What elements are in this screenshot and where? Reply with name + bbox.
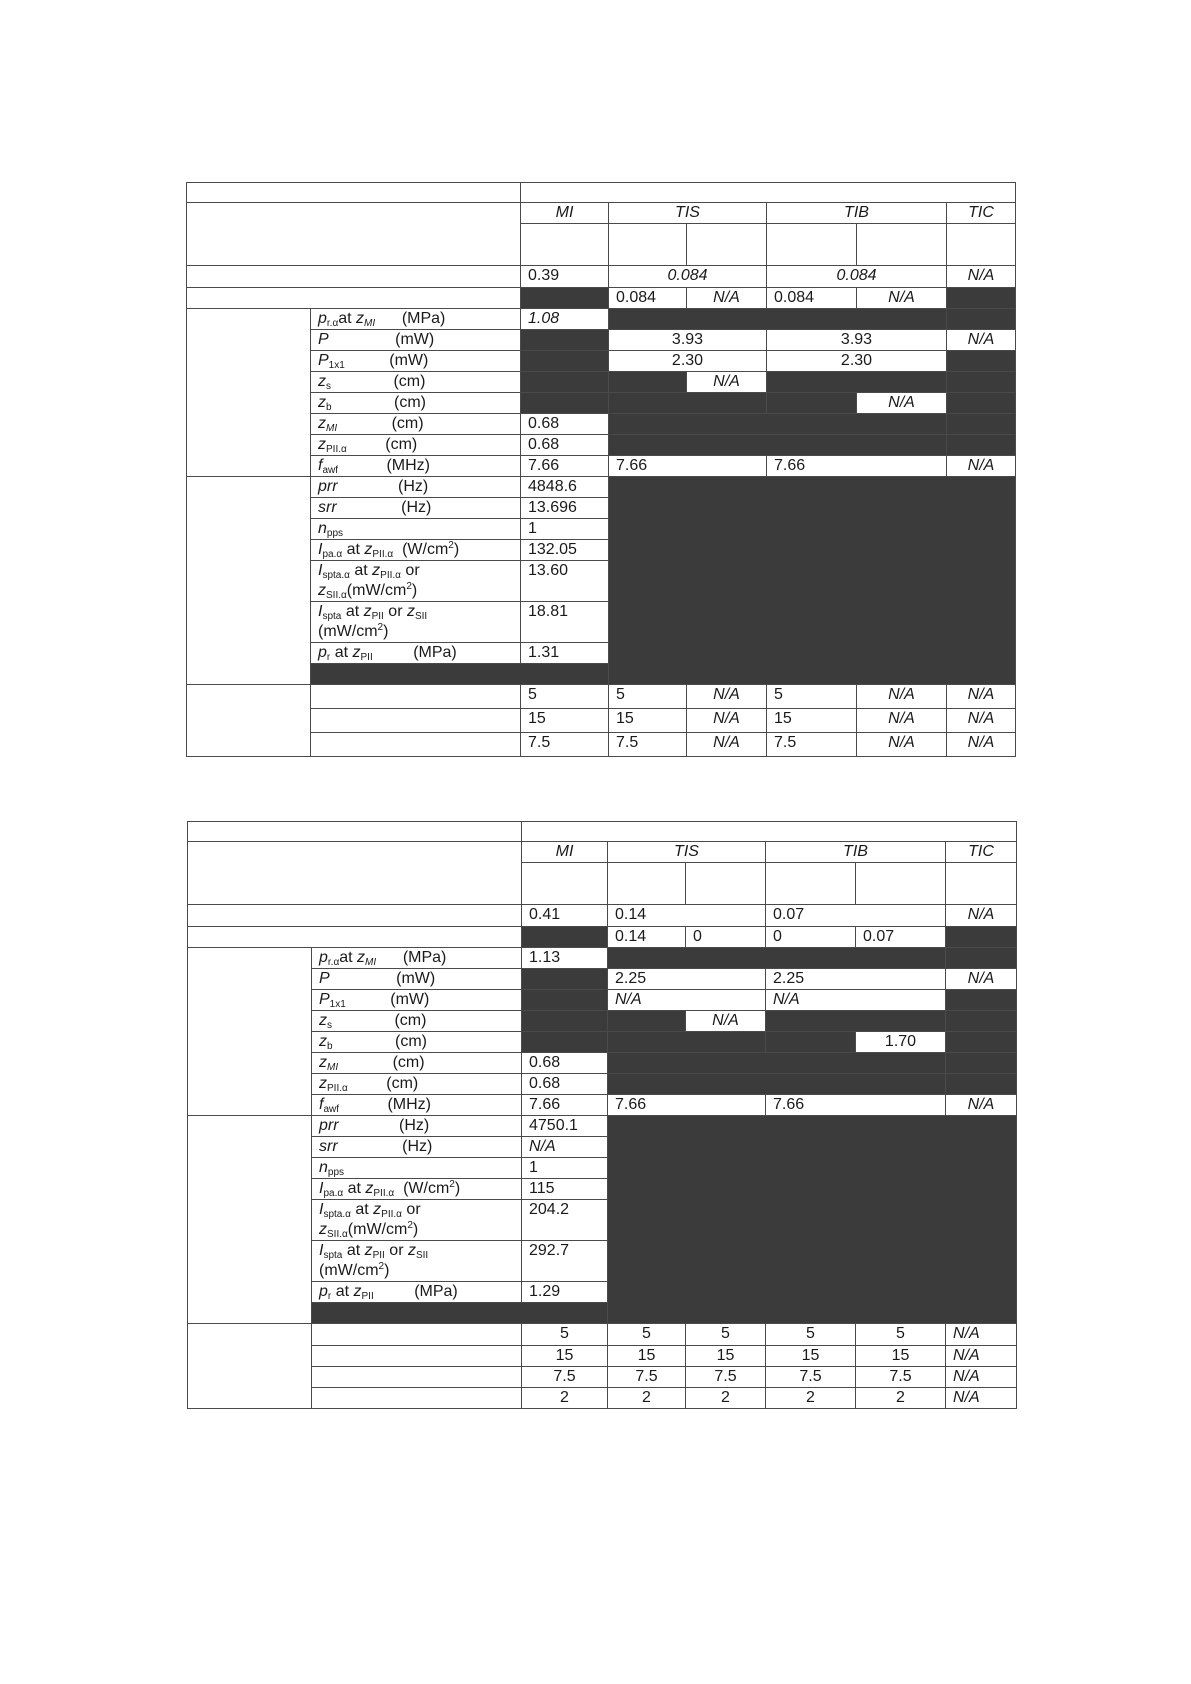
setting-cell: N/A [857,709,947,733]
npps-value: 1 [521,519,609,540]
setting-cell: N/A [946,1346,1017,1367]
header-tib: TIB [767,203,947,224]
prr-value: 4848.6 [521,477,609,498]
param-label: $n_{pps}$ [312,1158,522,1179]
setting-cell: 15 [856,1346,946,1367]
setting-cell: N/A [947,685,1016,709]
table-row [187,393,1016,414]
index-tis-a: 0.14 [608,927,686,948]
header-tic: TIC [946,842,1017,863]
power-tic: N/A [946,969,1017,990]
header-mi: MI [521,203,609,224]
ispta-a-value: 13.60 [521,561,609,602]
setting-cell: 5 [686,1324,766,1346]
param-label: $f_{awf}$ (MHz) [311,456,521,477]
param-label: $p_r$ at $z_{PII}$ (MPa) [312,1282,522,1303]
param-label: P (mW) [312,969,522,990]
param-label: $P_{1x1}$ (mW) [311,351,521,372]
table-row [188,1053,1017,1074]
setting-cell: 15 [521,709,609,733]
param-label: $p_{r.\alpha}at$ $z_{MI}$ (MPa) [311,309,521,330]
max-index-tic: N/A [946,905,1017,927]
table-row [188,1032,1017,1053]
table-row [188,1011,1017,1032]
setting-cell: 5 [767,685,857,709]
param-label: prr (Hz) [312,1116,522,1137]
max-index-tib: 0.084 [767,266,947,288]
header-row [187,203,1016,224]
max-index-tis: 0.084 [609,266,767,288]
prr-value: 4750.1 [522,1116,608,1137]
fawf-tib: 7.66 [767,456,947,477]
blank-cell [187,203,521,266]
param-label: $z_s$ (cm) [311,372,521,393]
settings-row [188,1388,1017,1409]
ispta-a-value: 204.2 [522,1200,608,1241]
srr-value: 13.696 [521,498,609,519]
table-row [188,822,1017,842]
table-row [188,1116,1017,1137]
table-row [188,1095,1017,1116]
header-tis: TIS [609,203,767,224]
index-tib-b: 0.07 [856,927,946,948]
p1x1-tib: 2.30 [767,351,947,372]
table-row [188,927,1017,948]
setting-cell: 2 [766,1388,856,1409]
setting-cell: N/A [947,709,1016,733]
param-label: $I_{spta.\alpha}$ at $z_{PII.\alpha}$ or $z_{SII.\alpha}(mW/cm^2)$ [311,561,521,602]
p1x1-tis: N/A [608,990,766,1011]
header-tic: TIC [947,203,1016,224]
setting-cell: 5 [608,1324,686,1346]
max-index-tic: N/A [947,266,1016,288]
fawf-tic: N/A [946,1095,1017,1116]
setting-cell: 5 [521,685,609,709]
param-label: $z_{MI}$ (cm) [311,414,521,435]
param-label: $n_{pps}$ [311,519,521,540]
param-label: $z_b$ (cm) [312,1032,522,1053]
param-label: $p_r$ at $z_{PII}$ (MPa) [311,643,521,664]
npps-value: 1 [522,1158,608,1179]
zmi-value: 0.68 [521,414,609,435]
setting-cell: 7.5 [608,1367,686,1388]
header-tib: TIB [766,842,946,863]
table-row [187,309,1016,330]
setting-cell: N/A [687,733,767,757]
param-label: srr (Hz) [312,1137,522,1158]
param-label: $I_{spta.\alpha}$ at $z_{PII.\alpha}$ or $z_{SII.\alpha}(mW/cm^2)$ [312,1200,522,1241]
param-label: $I_{pa.\alpha}$ at $z_{PII.\alpha}$ $(W/cm^2)$ [311,540,521,561]
settings-row [188,1324,1017,1346]
param-label: $I_{pa.\alpha}$ at $z_{PII.\alpha}$ $(W/cm^2)$ [312,1179,522,1200]
settings-row [187,709,1016,733]
setting-cell: 7.5 [521,733,609,757]
setting-cell: 2 [686,1388,766,1409]
blank-cell [521,183,1016,203]
setting-cell: 7.5 [766,1367,856,1388]
table-row [187,372,1016,393]
zs-tis: N/A [686,1011,766,1032]
srr-value: N/A [522,1137,608,1158]
ipa-value: 115 [522,1179,608,1200]
setting-cell: 5 [609,685,687,709]
settings-row [188,1367,1017,1388]
pr-mi: 1.08 [521,309,609,330]
table-row [187,288,1016,309]
zpii-value: 0.68 [522,1074,608,1095]
setting-cell: N/A [946,1367,1017,1388]
param-label: $z_{PII.\alpha}$ (cm) [311,435,521,456]
max-index-mi: 0.41 [522,905,608,927]
param-label: $z_{MI}$ (cm) [312,1053,522,1074]
acoustic-output-table-1 [186,182,1016,757]
p1x1-tis: 2.30 [609,351,767,372]
param-label: $p_{r.\alpha}at$ $z_{MI}$ (MPa) [312,948,522,969]
param-label: $z_b$ (cm) [311,393,521,414]
setting-cell: 15 [767,709,857,733]
zb-tib: N/A [857,393,947,414]
param-label: P (mW) [311,330,521,351]
settings-row [187,685,1016,709]
ipa-value: 132.05 [521,540,609,561]
param-label: $I_{spta}$ at $z_{PII}$ or $z_{SII}$ $(mW/cm^2)$ [311,602,521,643]
setting-cell: 2 [522,1388,608,1409]
power-tib: 2.25 [766,969,946,990]
power-tib: 3.93 [767,330,947,351]
setting-cell: 15 [608,1346,686,1367]
header-tis: TIS [608,842,766,863]
setting-cell: 7.5 [522,1367,608,1388]
param-label: $z_s$ (cm) [312,1011,522,1032]
table-row [188,948,1017,969]
power-tic: N/A [947,330,1016,351]
param-label: $I_{spta}$ at $z_{PII}$ or $z_{SII}$ $(mW/cm^2)$ [312,1241,522,1282]
zb-tib: 1.70 [856,1032,946,1053]
param-label: srr (Hz) [311,498,521,519]
setting-cell: 15 [609,709,687,733]
index-tis-b: N/A [687,288,767,309]
max-index-tib: 0.07 [766,905,946,927]
index-tib-a: 0.084 [767,288,857,309]
table-row [187,477,1016,498]
index-tib-b: N/A [857,288,947,309]
setting-cell: N/A [947,733,1016,757]
power-tis: 2.25 [608,969,766,990]
header-row [188,842,1017,863]
param-label: $f_{awf}$ (MHz) [312,1095,522,1116]
setting-cell: 5 [856,1324,946,1346]
setting-cell: 7.5 [856,1367,946,1388]
table-row [187,266,1016,288]
table-row [187,456,1016,477]
setting-cell: N/A [687,709,767,733]
fawf-tib: 7.66 [766,1095,946,1116]
setting-cell: 15 [686,1346,766,1367]
setting-cell: 5 [766,1324,856,1346]
index-tis-a: 0.084 [609,288,687,309]
fawf-mi: 7.66 [522,1095,608,1116]
table-row [187,330,1016,351]
table-row [188,1074,1017,1095]
index-tis-b: 0 [686,927,766,948]
setting-cell: N/A [946,1388,1017,1409]
fawf-mi: 7.66 [521,456,609,477]
setting-cell: 5 [522,1324,608,1346]
p1x1-tib: N/A [766,990,946,1011]
setting-cell: 15 [522,1346,608,1367]
fawf-tis: 7.66 [608,1095,766,1116]
max-index-mi: 0.39 [521,266,609,288]
param-label: $P_{1x1}$ (mW) [312,990,522,1011]
param-label: $z_{PII.\alpha}$ (cm) [312,1074,522,1095]
fawf-tis: 7.66 [609,456,767,477]
zpii-value: 0.68 [521,435,609,456]
setting-cell: 15 [766,1346,856,1367]
setting-cell: 7.5 [767,733,857,757]
fawf-tic: N/A [947,456,1016,477]
ispta-value: 292.7 [522,1241,608,1282]
table-row [188,990,1017,1011]
setting-cell: 7.5 [609,733,687,757]
setting-cell: 2 [856,1388,946,1409]
pr-zpii-value: 1.31 [521,643,609,664]
setting-cell: 2 [608,1388,686,1409]
table-row [187,183,1016,203]
setting-cell: N/A [857,733,947,757]
ispta-value: 18.81 [521,602,609,643]
table-row [187,435,1016,456]
blank-cell [187,183,521,203]
table-row [188,969,1017,990]
setting-cell: N/A [687,685,767,709]
setting-cell: N/A [857,685,947,709]
settings-row [188,1346,1017,1367]
acoustic-output-table-2 [187,821,1017,1409]
table-row [187,351,1016,372]
setting-cell: 7.5 [686,1367,766,1388]
param-label: prr (Hz) [311,477,521,498]
table-row [187,414,1016,435]
zs-tis: N/A [687,372,767,393]
table-row [188,905,1017,927]
pr-mi: 1.13 [522,948,608,969]
header-mi: MI [522,842,608,863]
pr-zpii-value: 1.29 [522,1282,608,1303]
zmi-value: 0.68 [522,1053,608,1074]
power-tis: 3.93 [609,330,767,351]
setting-cell: N/A [946,1324,1017,1346]
max-index-tis: 0.14 [608,905,766,927]
settings-row [187,733,1016,757]
index-tib-a: 0 [766,927,856,948]
